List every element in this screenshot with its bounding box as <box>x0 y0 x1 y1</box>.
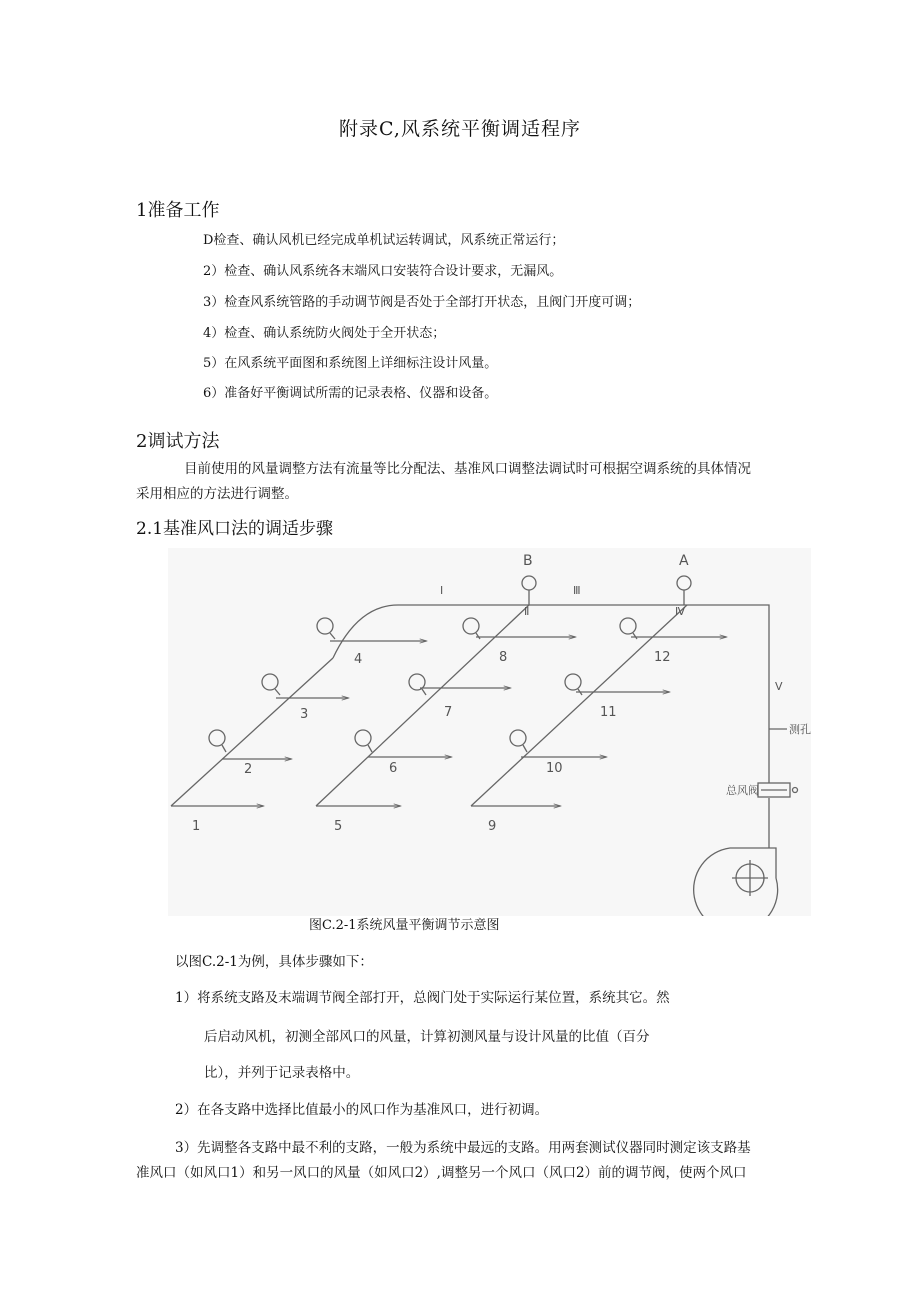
diagram-svg <box>168 548 811 916</box>
outlet-number: 1 <box>192 819 201 834</box>
valve-a-icon <box>677 576 691 590</box>
valve-icon <box>355 730 371 746</box>
air-balance-diagram <box>168 548 811 916</box>
step-3-line1: 3）先调整各支路中最不利的支路，一般为系统中最远的支路。用两套测试仪器同时测定该支路基 <box>175 1140 751 1156</box>
branch-duct-3 <box>471 605 687 806</box>
valve-icon <box>409 674 425 690</box>
valve-b-icon <box>522 576 536 590</box>
valve-icon <box>317 618 333 634</box>
segment-label: I <box>440 584 444 597</box>
outlet-number: 9 <box>488 819 497 834</box>
valve-icon <box>510 730 526 746</box>
valve-icon <box>463 618 479 634</box>
outlet-number: 5 <box>334 819 343 834</box>
step-1-line3: 比），并列于记录表格中。 <box>204 1065 360 1081</box>
outlet-number: 8 <box>499 650 508 665</box>
valve-icon <box>620 618 636 634</box>
section-2-1-heading: 2.1基准风口法的调适步骤 <box>136 519 334 539</box>
valve-icon <box>209 730 225 746</box>
valve-icon <box>262 674 278 690</box>
prep-item-4: 4）检查、确认系统防火阀处于全开状态； <box>203 326 446 341</box>
step-3-line2: 准风口（如风口1）和另一风口的风量（如风口2）,调整另一个风口（风口2）前的调节阀，使两个风口 <box>136 1165 747 1181</box>
label-a: A <box>679 553 689 569</box>
method-paragraph-line2: 采用相应的方法进行调整。 <box>136 486 298 502</box>
outlet-number: 7 <box>444 705 453 720</box>
segment-label: Ⅱ <box>524 605 530 618</box>
outlet-number: 12 <box>654 650 671 665</box>
section-2-heading: 2调试方法 <box>136 431 220 452</box>
branch-duct-2 <box>316 605 529 806</box>
main-duct <box>333 605 769 783</box>
segment-label: Ⅳ <box>675 605 686 618</box>
segment-label: Ⅴ <box>775 680 783 693</box>
branch-duct-1 <box>171 658 333 806</box>
steps-intro: 以图C.2-1为例，具体步骤如下： <box>175 954 373 970</box>
step-1-line2: 后启动风机，初测全部风口的风量，计算初测风量与设计风量的比值（百分 <box>204 1029 650 1045</box>
outlet-number: 2 <box>244 762 253 777</box>
outlet-number: 6 <box>389 761 398 776</box>
figure-caption: 图C.2-1系统风量平衡调节示意图 <box>309 918 500 933</box>
page-title: 附录C,风系统平衡调适程序 <box>339 118 581 140</box>
outlet-number: 10 <box>546 761 563 776</box>
prep-item-1: D检查、确认风机已经完成单机试运转调试，风系统正常运行； <box>203 233 565 248</box>
fan-icon <box>694 848 778 916</box>
main-damper-label: 总风阀 <box>726 784 759 797</box>
segment-label: Ⅲ <box>573 584 581 597</box>
test-hole-label: 测孔 <box>789 723 811 736</box>
prep-item-3: 3）检查风系统管路的手动调节阀是否处于全部打开状态，且阀门开度可调； <box>203 295 641 310</box>
outlet-number: 11 <box>600 705 617 720</box>
outlet-number: 4 <box>354 652 363 667</box>
prep-item-2: 2）检查、确认风系统各末端风口安装符合设计要求，无漏风。 <box>203 264 563 279</box>
label-b: B <box>523 553 533 569</box>
valve-icon <box>565 674 581 690</box>
method-paragraph-line1: 目前使用的风量调整方法有流量等比分配法、基准风口调整法调试时可根据空调系统的具体情况 <box>184 461 751 477</box>
outlet-number: 3 <box>300 707 309 722</box>
prep-item-5: 5）在风系统平面图和系统图上详细标注设计风量。 <box>203 356 498 371</box>
prep-item-6: 6）准备好平衡调试所需的记录表格、仪器和设备。 <box>203 386 498 401</box>
section-1-heading: 1准备工作 <box>136 200 220 221</box>
step-1-line1: 1）将系统支路及末端调节阀全部打开，总阀门处于实际运行某位置，系统其它。然 <box>175 990 670 1006</box>
step-2: 2）在各支路中选择比值最小的风口作为基准风口，进行初调。 <box>175 1102 549 1118</box>
